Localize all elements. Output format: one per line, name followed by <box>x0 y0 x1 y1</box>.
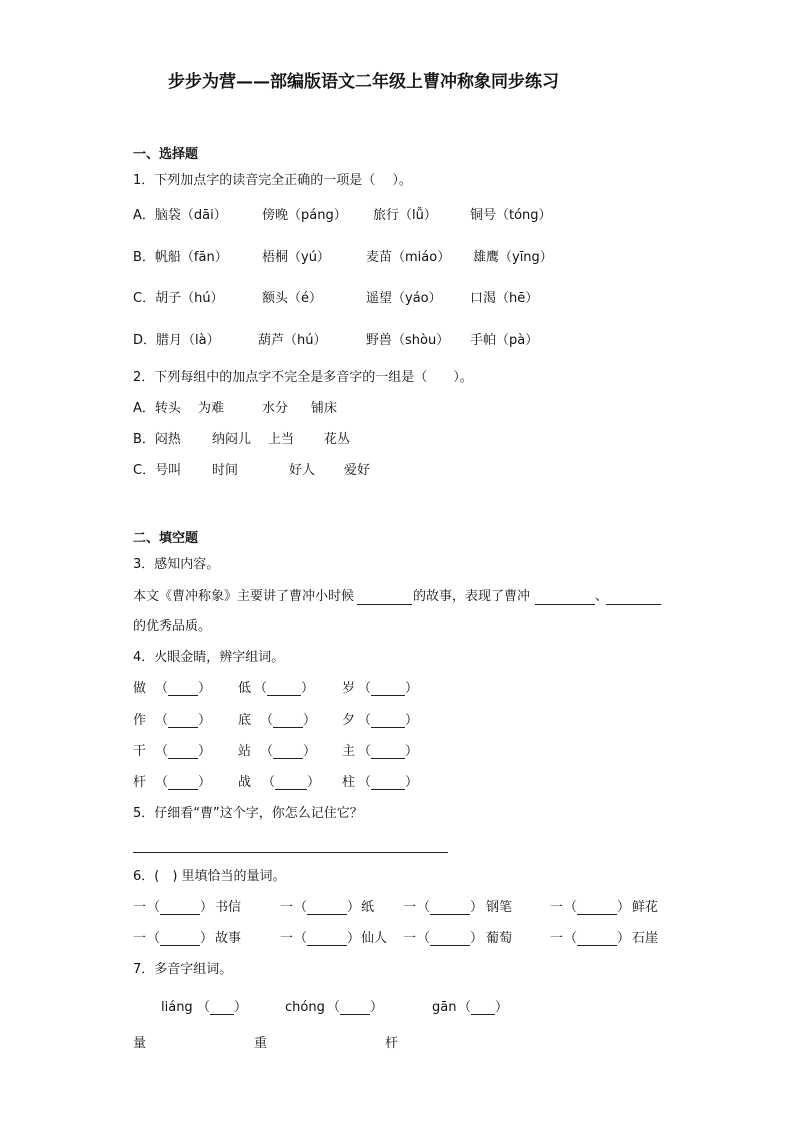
q3-text-b: 的故事，表现了曹冲 <box>413 589 531 604</box>
q4-blank[interactable] <box>371 789 405 790</box>
section-heading-choice: 一、选择题 <box>133 147 199 162</box>
q1-option-c-2: 额头（é） <box>262 291 322 306</box>
question-6: 6．( ) 里填恰当的量词。 <box>133 869 286 884</box>
section-heading-fill: 二、填空题 <box>133 531 199 546</box>
q1-option-a-2: 傍晚（páng） <box>262 208 347 223</box>
q4-char: 低 <box>238 681 252 696</box>
q3-text-c: 、 <box>595 589 609 604</box>
q4-char: 岁 <box>342 681 356 696</box>
q6-blank[interactable] <box>430 945 470 946</box>
question-7: 7．多音字组词。 <box>133 962 233 977</box>
q3-blank-3[interactable] <box>606 604 661 605</box>
q7-pinyin-2: chóng <box>285 1000 325 1015</box>
question-5: 5．仔细看“曹”这个字，你怎么记住它？ <box>133 806 363 821</box>
q4-char: 做 <box>133 681 147 696</box>
q7-pinyin-3: gān <box>432 1000 457 1015</box>
q6-noun: 鲜花 <box>632 900 659 915</box>
q1-option-d-3: 野兽（shòu） <box>366 333 450 348</box>
q6-blank[interactable] <box>307 945 347 946</box>
q1-option-d-1: D．腊月（là） <box>133 333 220 348</box>
q3-text-d: 的优秀品质。 <box>133 619 212 634</box>
q7-blank[interactable] <box>210 1014 234 1015</box>
question-3: 3．感知内容。 <box>133 557 220 572</box>
q4-char: 干 <box>133 744 147 759</box>
q4-blank[interactable] <box>168 789 198 790</box>
q1-option-d-2: 葫芦（hú） <box>258 333 327 348</box>
question-1: 1．下列加点字的读音完全正确的一项是（ ）。 <box>133 173 412 188</box>
q6-noun: 钢笔 <box>486 900 513 915</box>
q1-option-b-2: 梧桐（yú） <box>262 250 330 265</box>
q4-char: 杆 <box>133 775 147 790</box>
q6-blank[interactable] <box>577 945 617 946</box>
q4-char: 作 <box>133 713 147 728</box>
q2-option-a-4: 铺床 <box>311 401 338 416</box>
q4-blank[interactable] <box>267 695 301 696</box>
q6-blank[interactable] <box>160 945 200 946</box>
q3-blank-1[interactable] <box>357 604 412 605</box>
q1-option-b-1: B．帆船（fān） <box>133 250 228 265</box>
q1-option-a-3: 旅行（lǚ） <box>373 208 437 223</box>
q5-answer-line[interactable] <box>133 852 448 853</box>
q7-blank[interactable] <box>471 1014 495 1015</box>
q6-noun: 故事 <box>215 931 242 946</box>
q1-option-a-4: 铜号（tóng） <box>470 208 552 223</box>
page-title: 步步为营——部编版语文二年级上曹冲称象同步练习 <box>168 72 559 92</box>
q1-option-a-1: A．脑袋（dāi） <box>133 208 227 223</box>
q4-char: 主 <box>342 744 356 759</box>
q4-blank[interactable] <box>168 727 198 728</box>
q2-option-a-1: A．转头 <box>133 401 181 416</box>
q7-blank[interactable] <box>340 1014 370 1015</box>
question-2: 2．下列每组中的加点字不完全是多音字的一组是（ ）。 <box>133 370 473 385</box>
q1-option-c-1: C．胡子（hú） <box>133 291 224 306</box>
q4-blank[interactable] <box>273 727 303 728</box>
q1-option-b-4: 雄鹰（yīng） <box>473 250 553 265</box>
q4-char: 夕 <box>342 713 356 728</box>
q4-char: 底 <box>238 713 252 728</box>
q4-blank[interactable] <box>371 695 405 696</box>
question-4: 4．火眼金睛，辨字组词。 <box>133 650 285 665</box>
q2-option-b-1: B．闷热 <box>133 432 181 447</box>
q2-option-c-2: 时间 <box>212 463 239 478</box>
q7-char-1: 量 <box>133 1036 147 1051</box>
q7-pinyin-1: liáng <box>161 1000 193 1015</box>
q3-blank-2[interactable] <box>535 604 595 605</box>
q3-text-a: 本文《曹冲称象》主要讲了曹冲小时候 <box>133 589 355 604</box>
q1-option-c-4: 口渴（hē） <box>470 291 539 306</box>
q7-char-3: 杆 <box>385 1036 399 1051</box>
q6-blank[interactable] <box>577 914 617 915</box>
q6-noun: 纸 <box>361 900 375 915</box>
q4-char: 站 <box>238 744 252 759</box>
q6-noun: 仙人 <box>361 931 388 946</box>
q2-option-a-3: 水分 <box>262 401 289 416</box>
q4-blank[interactable] <box>371 727 405 728</box>
q2-option-c-3: 好人 <box>289 463 316 478</box>
q1-option-d-4: 手帕（pà） <box>470 333 539 348</box>
q2-option-b-4: 花丛 <box>324 432 351 447</box>
q4-char: 柱 <box>342 775 356 790</box>
q6-blank[interactable] <box>307 914 347 915</box>
q2-option-c-1: C．号叫 <box>133 463 182 478</box>
q2-option-c-4: 爱好 <box>344 463 371 478</box>
q6-noun: 葡萄 <box>486 931 513 946</box>
q4-blank[interactable] <box>168 695 198 696</box>
q7-char-2: 重 <box>254 1036 268 1051</box>
q4-blank[interactable] <box>371 758 405 759</box>
q6-noun: 书信 <box>215 900 242 915</box>
q6-blank[interactable] <box>430 914 470 915</box>
q2-option-a-2: 为难 <box>198 401 225 416</box>
worksheet-page: 步步为营——部编版语文二年级上曹冲称象同步练习 一、选择题 1．下列加点字的读音完全正确的一项是（ ）。 A．脑袋（dāi） 傍晚（páng） 旅行（lǚ） 铜号（tóng） B．帆船（fān） 梧桐（yú） 麦苗（miáo） 雄鹰（yīng） C．胡子（hú） 额头（é） 遥望（yáo） 口渴（hē） D．腊月（là） 葫芦（hú） 野兽（shòu） 手帕（pà） 2．下列每组中的加点字不完全是多音字的一组是（ ）。 A．转头 为难 水分 铺床 B．闷热 纳闷儿 上当 花丛 C．号叫 时间 好人 爱好 二、填空题 3．感知内容。 本文《曹冲称象》主要讲了曹冲小时候 的故事，表现了曹冲 、 的优秀品质。 4．火眼金睛，辨字组词。 做 （ ） 低 （ ） 岁 （ ） 作 （ ） 底 （ ） 夕 （ ） 干 （ ） 站 （ ） 主 （ ） 杆 （ ） 战 （ ） 柱 （ ） 5．仔细看“曹”这个字，你怎么记住它？ 6．( ) 里填恰当的量词。 一 （ ） 书信 一 （ ） 纸 一 （ ） 钢笔 一 （ ） 鲜花 一 （ ） 故事 一 （ ） 仙人 一 （ ） 葡萄 一 （ ） 石崖 7．多音字组词。 liáng （ ） chóng （ ） gān （ ） 量 重 杆 <box>0 0 794 1123</box>
q4-char: 战 <box>238 775 252 790</box>
q6-blank[interactable] <box>160 914 200 915</box>
q6-noun: 石崖 <box>632 931 659 946</box>
q4-blank[interactable] <box>275 789 307 790</box>
q4-blank[interactable] <box>168 758 198 759</box>
q1-option-b-3: 麦苗（miáo） <box>366 250 451 265</box>
q2-option-b-3: 上当 <box>268 432 295 447</box>
q4-blank[interactable] <box>273 758 303 759</box>
q2-option-b-2: 纳闷儿 <box>212 432 252 447</box>
q1-option-c-3: 遥望（yáo） <box>366 291 442 306</box>
